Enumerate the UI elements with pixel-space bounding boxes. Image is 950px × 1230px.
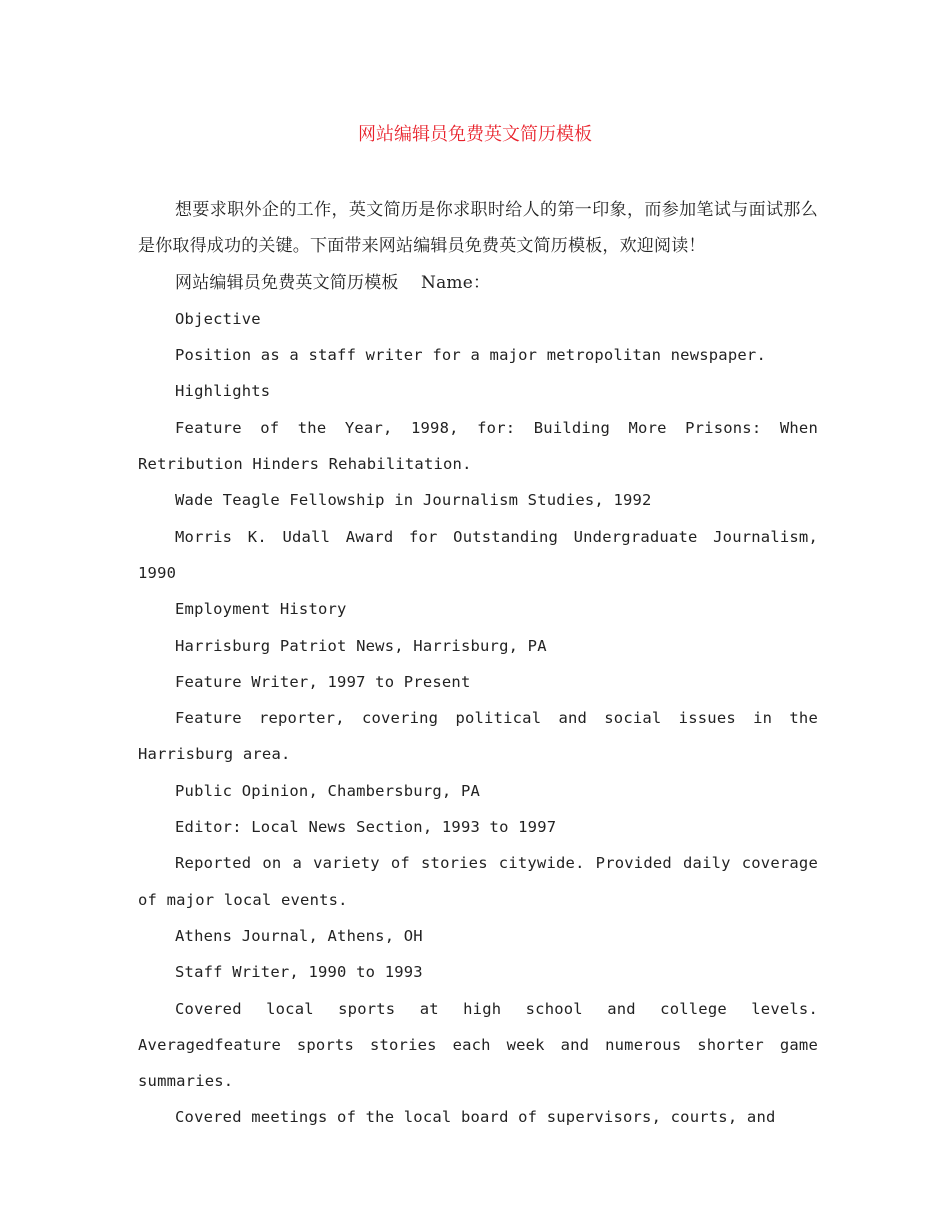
intro-paragraph: 想要求职外企的工作，英文简历是你求职时给人的第一印象，而参加笔试与面试那么是你取得成功的关键。下面带来网站编辑员免费英文简历模板，欢迎阅读！ xyxy=(138,200,818,257)
employer: Harrisburg Patriot News, Harrisburg, PA xyxy=(175,636,547,655)
job-title: Staff Writer, 1990 to 1993 xyxy=(175,963,423,982)
highlight-item: Feature of the Year, 1998, for: Building More Prisons: When Retribution Hinders Rehabilitation. xyxy=(138,418,828,474)
section-employment-history: Employment History xyxy=(175,600,347,619)
highlight-item: Morris K. Udall Award for Outstanding Undergraduate Journalism, 1990 xyxy=(138,527,828,582)
job-title: Feature Writer, 1997 to Present xyxy=(175,672,471,691)
objective-text: Position as a staff writer for a major metropolitan newspaper. xyxy=(175,346,766,365)
section-highlights: Highlights xyxy=(175,382,271,401)
job-description: Feature reporter, covering political and social issues in the Harrisburg area. xyxy=(138,709,828,764)
job-description: Covered meetings of the local board of supervisors, courts, and xyxy=(175,1108,776,1127)
section-objective: Objective xyxy=(175,309,261,328)
employer: Athens Journal, Athens, OH xyxy=(175,926,423,945)
document-title: 网站编辑员免费英文简历模板 xyxy=(358,124,592,145)
highlight-item: Wade Teagle Fellowship in Journalism Studies, 1992 xyxy=(175,491,652,510)
employer: Public Opinion, Chambersburg, PA xyxy=(175,781,481,800)
job-description: Reported on a variety of stories citywide. Provided daily coverage of major local events. xyxy=(138,854,828,909)
resume-heading-name: 网站编辑员免费英文简历模板 Name： xyxy=(175,272,491,293)
document-body xyxy=(138,192,828,1136)
job-title: Editor: Local News Section, 1993 to 1997 xyxy=(175,818,557,837)
job-description: Covered local sports at high school and college levels. Averagedfeature sports stories each week and numerous shorter game summaries. xyxy=(138,999,828,1091)
